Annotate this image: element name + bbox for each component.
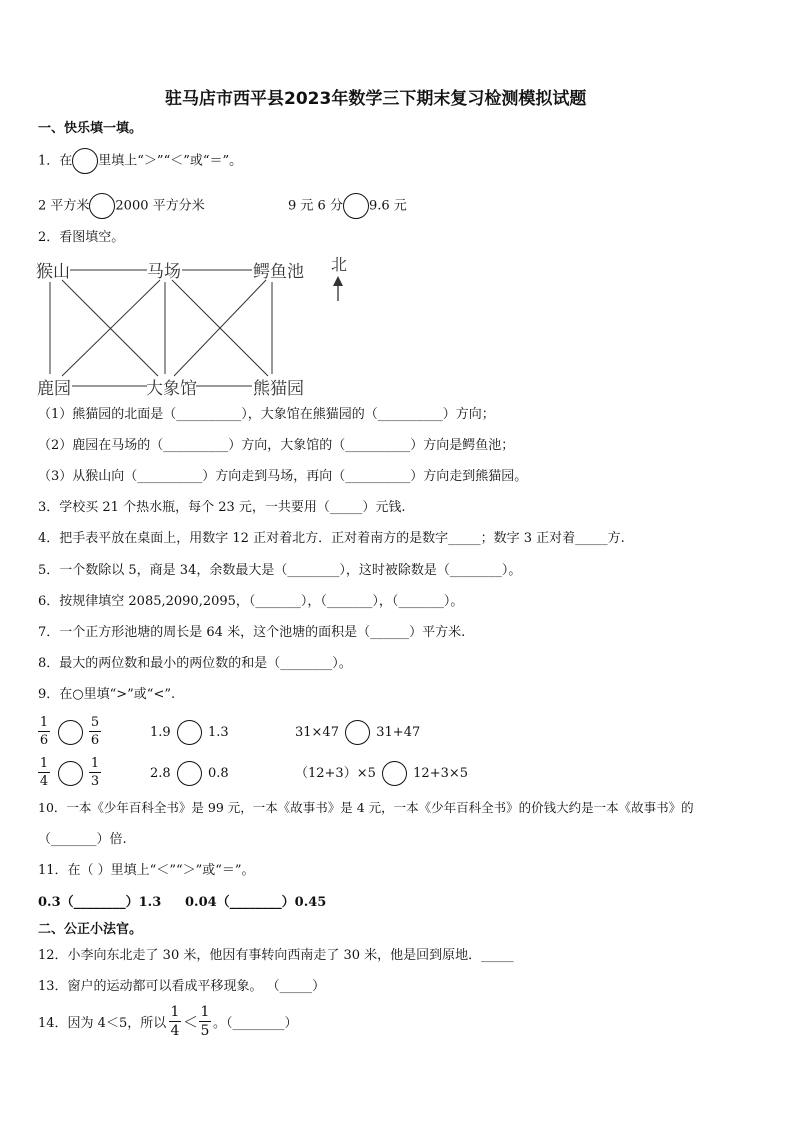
map-line-eyuchi-daxiangguan [174,280,266,376]
q9-d-right: 12+3×5 [413,766,469,781]
q1-a-left: 2 平方米 [38,198,90,214]
answer-circle[interactable] [58,720,83,745]
question-4: 4．把手表平放在桌面上，用数字 12 正对着北方．正对着南方的是数字_____；数字 3 正对着_____方. [38,531,625,546]
question-7: 7．一个正方形池塘的周长是 64 米，这个池塘的面积是（______）平方米. [38,625,466,640]
answer-circle[interactable] [177,761,202,786]
question-10-line-2: （_______）倍. [38,832,127,847]
denominator: 3 [90,774,100,789]
map-label-daxiangguan: 大象馆 [146,379,197,399]
q9-fraction-1-3 [89,757,101,788]
q9-d-left: （12+3）×5 [295,766,376,781]
q9-fraction-5-6 [89,716,101,747]
q9-a-right: 1.3 [207,725,229,740]
denominator: 5 [200,1023,210,1039]
denominator: 4 [39,774,49,789]
q9-b-right: 0.8 [207,766,229,781]
q1-label: 1．在 [38,153,73,169]
map-label-houshan: 猴山 [36,262,70,282]
denominator: 4 [170,1023,180,1039]
numerator: 1 [170,1004,180,1020]
q9-fraction-1-4 [38,757,50,788]
question-13: 13．窗户的运动都可以看成平移现象。 （_____） [38,979,326,994]
q1-b-right: 9.6 元 [368,198,407,214]
question-14-suffix: 。（________） [213,1016,298,1031]
denominator: 6 [39,733,49,748]
q1-item-b [288,193,407,219]
q9-compare-products [295,720,420,745]
q9-b-left: 2.8 [150,766,171,781]
numerator: 1 [90,756,100,771]
q9-fraction-1-6 [38,716,50,747]
q11-item-a: 0.3（________）1.3 [38,895,162,910]
numerator: 1 [39,715,49,730]
q14-less-than: ＜ [183,1013,199,1031]
question-5: 5．一个数除以 5，商是 34，余数最大是（________），这时被除数是（________）。 [38,563,522,578]
q14-fraction-1-5 [199,1005,211,1038]
question-10-line-1: 10．一本《少年百科全书》是 99 元，一本《故事书》是 4 元，一本《少年百科全书》的价钱大约是一本《故事书》的 [38,800,694,815]
q11-item-b: 0.04（________）0.45 [185,895,327,910]
q9-c-left: 31×47 [295,725,339,740]
question-2: 2．看图填空。 [38,230,125,245]
map-label-eyuchi: 鳄鱼池 [253,262,304,282]
numerator: 1 [39,756,49,771]
answer-circle[interactable] [343,193,369,219]
question-1 [38,148,242,174]
question-9: 9．在○里填“>”或“<”. [38,687,176,702]
question-12: 12．小李向东北走了 30 米，他因有事转向西南走了 30 米，他是回到原地．_____ [38,948,514,963]
q9-a-left: 1.9 [150,725,171,740]
north-arrow-icon [333,276,343,301]
answer-circle[interactable] [382,761,407,786]
q1-b-left: 9 元 6 分 [288,198,343,214]
q9-c-right: 31+47 [376,725,421,740]
q1-item-a [38,193,205,219]
numerator: 1 [200,1004,210,1020]
answer-circle[interactable] [89,193,115,219]
question-14-prefix: 14．因为 4＜5，所以 [38,1016,167,1031]
question-6: 6．按规律填空 2085,2090,2095，（_______），（_______），（_______）。 [38,594,464,609]
q1-instruction: 里填上“＞”“＜”或“＝”。 [98,153,243,169]
question-3: 3．学校买 21 个热水瓶，每个 23 元，一共要用（_____）元钱. [38,500,406,515]
map-label-luyuan: 鹿园 [37,379,71,399]
zoo-map-diagram [0,252,794,402]
q1-a-right: 2000 平方分米 [115,198,205,214]
map-label-machang: 马场 [147,262,181,282]
q9-compare-decimals-b [150,761,229,786]
section-heading-1: 一、快乐填一填。 [38,121,143,136]
numerator: 5 [90,715,100,730]
section-heading-2: 二、公正小法官。 [38,922,143,937]
answer-circle[interactable] [345,720,370,745]
north-label: 北 [331,255,348,274]
q2-subquestion-3: （3）从猴山向（__________）方向走到马场，再向（__________）方向走到熊猫园。 [38,469,528,484]
answer-circle[interactable] [72,148,98,174]
q9-compare-decimals-a [150,720,229,745]
answer-circle[interactable] [177,720,202,745]
q9-compare-expressions [295,761,468,786]
denominator: 6 [90,733,100,748]
question-11: 11．在（ ）里填上“＜”“＞”或“＝”。 [38,863,255,878]
q2-subquestion-2: （2）鹿园在马场的（__________）方向，大象馆的（__________）方向是鳄鱼池； [38,438,515,453]
map-label-xiongmaoyuan: 熊猫园 [253,379,304,399]
q2-subquestion-1: （1）熊猫园的北面是（__________），大象馆在熊猫园的（__________）方向； [38,407,495,422]
answer-circle[interactable] [58,761,83,786]
question-8: 8．最大的两位数和最小的两位数的和是（________）。 [38,656,352,671]
page-title: 驻马店市西平县2023年数学三下期末复习检测模拟试题 [165,89,587,109]
q14-fraction-1-4 [169,1005,181,1038]
